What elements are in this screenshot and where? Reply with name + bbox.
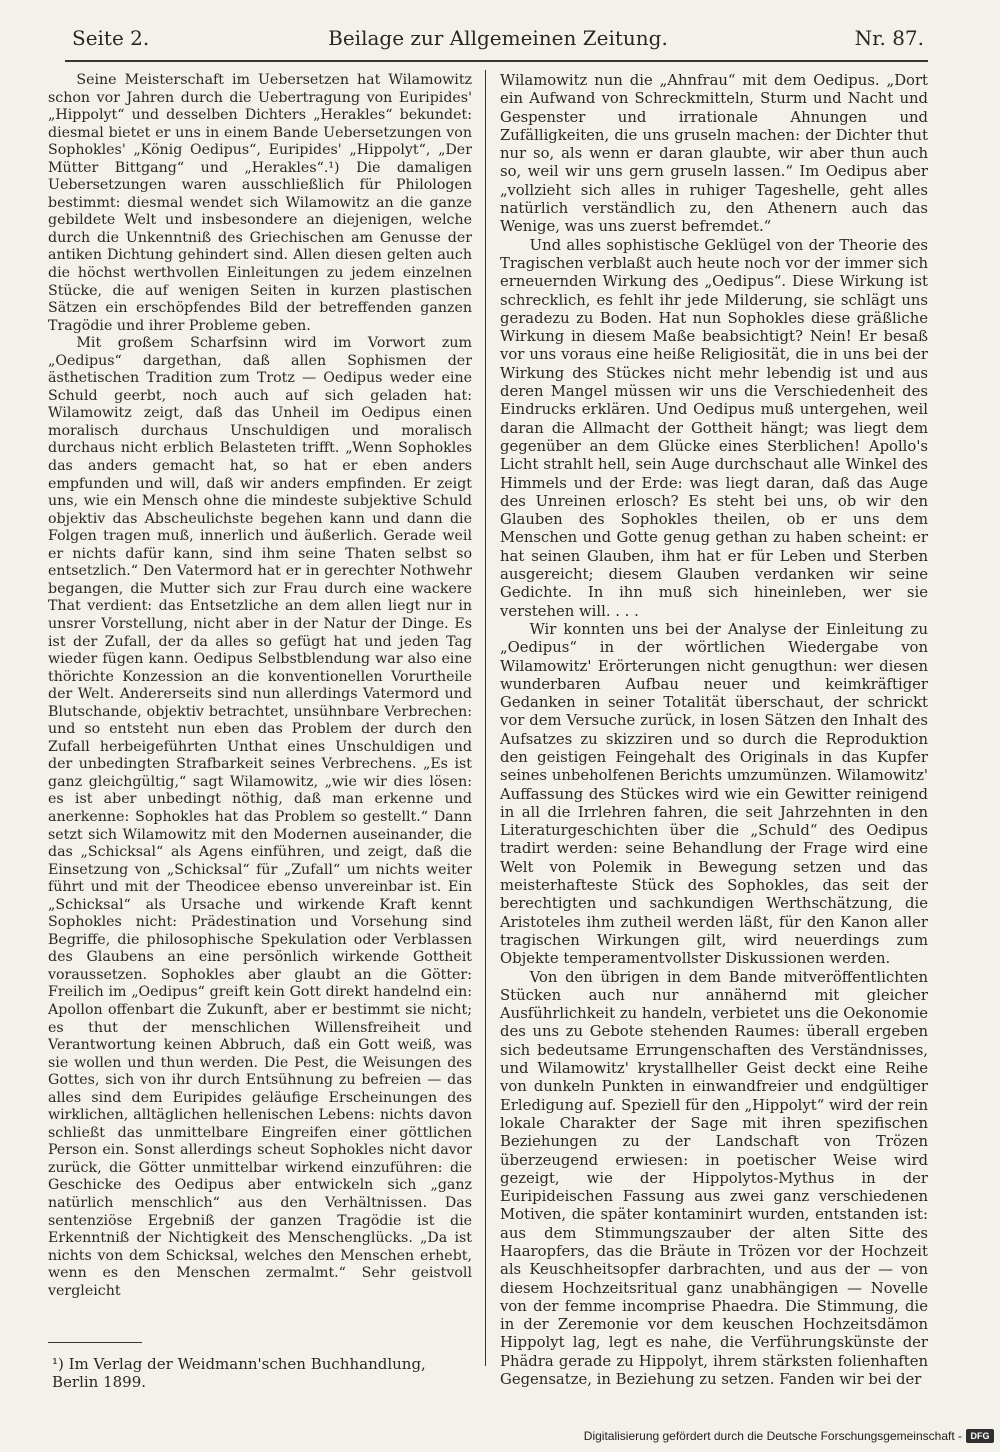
page-number: Seite 2. bbox=[72, 26, 150, 50]
issue-number: Nr. 87. bbox=[854, 26, 924, 50]
running-title: Beilage zur Allgemeinen Zeitung. bbox=[328, 26, 668, 50]
right-column bbox=[500, 72, 928, 1389]
footnote: ¹) Im Verlag der Weidmann'schen Buchhandlung, Berlin 1899. bbox=[52, 1355, 426, 1391]
right-paragraph-4: Von den übrigen in dem Bande mitveröffentlichten Stücken auch nur annähernd mit gleicher Ausführlichkeit zu handeln, verbietet uns die Oekonomie des uns zu Gebote stehenden Raumes: überall ergeben sich bedeutsame Errungenschaften des Verständnisses, und Wilamowitz' krystallheller Geist deckt eine Reihe von dunkeln Punkten in einwandfreier und endgültiger Erledigung auf. Speziell für den „Hippolyt“ wird der rein lokale Charakter der Sage mit ihren spezifischen Beziehungen zu der Landschaft von Trözen überzeugend erwiesen: in poetischer Weise wird gezeigt, wie der Hippolytos-Mythus in der Euripideischen Fassung aus zwei ganz verschiedenen Motiven, die später kontaminirt wurden, entstanden ist: aus dem Stimmungszauber der alten Sitte des Haaropfers, das die Bräute in Trözen vor der Hochzeit als Keuschheitsopfer darbrachten, und aus der — von diesem Hochzeitsritual ganz unabhängigen — Novelle von der femme incomprise Phaedra. Die Stimmung, die in der Zeremonie vor dem keuschen Hochzeitsdämon Hippolyt lag, legt es nahe, die Verführungskünste der Phädra gerade zu Hippolyt, ihrem stärksten folienhaften Gegensatze, in Beziehung zu setzen. Fanden wir bei der bbox=[500, 968, 928, 1389]
right-paragraph-3: Wir konnten uns bei der Analyse der Einleitung zu „Oedipus“ in der wörtlichen Wiedergabe von Wilamowitz' Erörterungen nicht genugthun: wer diesen wunderbaren Aufbau neuer und keimkräftiger Gedanken in seiner Totalität überschaut, der schrickt vor dem Versuche zurück, in losen Sätzen den Inhalt des Aufsatzes zu skizziren und so durch die Reproduktion den geistigen Feingehalt des Originals in das Kupfer seines unbeholfenen Berichts umzumünzen. Wilamowitz' Auffassung des Stückes wird wie ein Gewitter reinigend in all die Irrlehren fahren, die seit Jahrzehnten in den Literaturgeschichten über die „Schuld“ des Oedipus tradirt werden: seine Behandlung der Frage wird eine Welt von Polemik in Bewegung setzen und das meisterhafteste Stück des Sophokles, das seit der berechtigten und sachkundigen Werthschätzung, die Aristoteles ihm zutheil werden läßt, für den Kanon aller tragischen Wirkungen gilt, wird neuerdings zum Objekte temperamentvollster Diskussionen werden. bbox=[500, 620, 928, 968]
left-column bbox=[48, 72, 472, 1300]
left-paragraph-2: Mit großem Scharfsinn wird im Vorwort zum „Oedipus“ dargethan, daß allen Sophismen der ästhetischen Tradition zum Trotz — Oedipus weder eine Schuld geerbt, noch auch auf sich geladen hat: Wilamowitz zeigt, daß das Unheil im Oedipus einen moralisch durchaus Unschuldigen und moralisch durchaus nicht erblich Belasteten trifft. „Wenn Sophokles das anders gemacht hat, so hat er eben anders empfunden und will, daß wir anders empfinden. Er zeigt uns, wie ein Mensch ohne die mindeste subjektive Schuld objektiv das Abscheulichste begehen kann und dann die Folgen tragen muß, innerlich und äußerlich. Gerade weil er nichts dafür kann, sind ihm seine Thaten selbst so entsetzlich.“ Den Vatermord hat er in gerechter Nothwehr begangen, die Mutter sich zur Frau durch eine wackere That verdient: das Entsetzliche an dem allen liegt nur in unsrer Vorstellung, nicht aber in der Natur der Dinge. Es ist der Zufall, der da alles so gefügt hat und jeden Tag wieder fügen kann. Oedipus Selbstblendung war also eine thörichte Konzession an die konventionellen Vorurtheile der Welt. Andererseits sind nun allerdings Vatermord und Blutschande, objektiv betrachtet, unsühnbare Verbrechen: und so entsteht nun eben das Problem der durch den Zufall herbeigeführten Unthat eines Unschuldigen und der unbedingten Strafbarkeit seines Verbrechens. „Es ist ganz gleichgültig,“ sagt Wilamowitz, „wie wir dies lösen: es ist aber unbedingt nöthig, daß man erkenne und anerkenne: Sophokles hat das Problem so gestellt.“ Dann setzt sich Wilamowitz mit den Modernen auseinander, die das „Schicksal“ als Agens einführen, und zeigt, daß die Einsetzung von „Schicksal“ für „Zufall“ um nichts weiter führt und mit der Theodicee ebenso unvereinbar ist. Ein „Schicksal“ als Ursache und wirkende Kraft kennt Sophokles nicht: Prädestination und Vorsehung sind Begriffe, die philosophische Spekulation oder Verblassen des Glaubens an eine persönlich wirkende Gottheit voraussetzen. Sophokles aber glaubt an die Götter: Freilich im „Oedipus“ greift kein Gott direkt handelnd ein: Apollon offenbart die Zukunft, aber er bestimmt sie nicht; es thut der menschlichen Willensfreiheit und Verantwortung keinen Abbruch, daß ein Gott weiß, was sie wollen und thun werden. Die Pest, die Weisungen des Gottes, sich von ihr durch Entsühnung zu befreien — das alles sind dem Euripides geläufige Erscheinungen des wirklichen, alltäglichen hellenischen Lebens: nichts davon schließt das unmittelbare Eingreifen einer göttlichen Person ein. Sonst allerdings scheut Sophokles nicht davor zurück, die Götter unmittelbar wirkend einzuführen: die Geschicke des Oedipus aber entwickeln sich „ganz natürlich menschlich“ aus den Verhältnissen. Das sentenziöse Ergebniß der ganzen Tragödie ist die Erkenntniß der Nichtigkeit des Menschenglücks. „Da ist nichts von dem Schicksal, welches den Menschen erhebt, wenn es den Menschen zermalmt.“ Sehr geistvoll vergleicht bbox=[48, 335, 472, 1299]
footnote-rule bbox=[48, 1342, 142, 1343]
credit-text: Digitalisierung gefördert durch die Deutsche Forschungsgemeinschaft - bbox=[583, 1429, 962, 1443]
page-header bbox=[72, 26, 924, 58]
left-paragraph-1: Seine Meisterschaft im Uebersetzen hat Wilamowitz schon vor Jahren durch die Uebertragung von Euripides' „Hippolyt“ und desselben Dichters „Herakles“ bekundet: diesmal bietet er uns in einem Bande Uebersetzungen von Sophokles' „König Oedipus“, Euripides' „Hippolyt“, „Der Mütter Bittgang“ und „Herakles“.¹) Die damaligen Uebersetzungen waren ausschließlich für Philologen bestimmt: diesmal wendet sich Wilamowitz an die ganze gebildete Welt und insbesondere an diejenigen, welche durch die Unkenntniß des Griechischen am Genusse der antiken Dichtung gehindert sind. Allen diesen gelten auch die höchst werthvollen Einleitungen zu jedem einzelnen Stücke, die auf wenigen Seiten in kurzen plastischen Sätzen ein erschöpfendes Bild der betreffenden ganzen Tragödie und ihrer Probleme geben. bbox=[48, 72, 472, 334]
digitization-credit bbox=[584, 1426, 994, 1446]
right-paragraph-2: Und alles sophistische Geklügel von der Theorie des Tragischen verblaßt auch heute noch vor der immer sich erneuernden Wirkung des „Oedipus“. Diese Wirkung ist schrecklich, es fehlt ihr jede Milderung, sie schlägt uns geradezu zu Boden. Hat nun Sophokles diese gräßliche Wirkung in diesem Maße beabsichtigt? Nein! Er besaß vor uns voraus eine heiße Religiosität, die in uns bei der Wirkung des Stückes nicht mehr lebendig ist und aus deren Mangel müssen wir uns die Verschiedenheit des Eindrucks erklären. Und Oedipus muß untergehen, weil daran die Allmacht der Gottheit hängt; was liegt dem gegenüber an dem Glücke eines Sterblichen! Apollo's Licht strahlt hell, sein Auge durchschaut alle Winkel des Himmels und der Erde: was liegt daran, daß das Auge des Unreinen erlosch? Es steht bei uns, ob wir den Glauben des Sophokles theilen, ob er uns dem Menschen und Gotte genug gethan zu haben scheint: er hat seinen Glauben, ihm hat er für Leben und Sterben ausgereicht; diesem Glauben verdanken wir seine Gedichte. In ihn muß sich hineinleben, wer sie verstehen will. . . . bbox=[500, 236, 928, 620]
right-paragraph-1: Wilamowitz nun die „Ahnfrau“ mit dem Oedipus. „Dort ein Aufwand von Schreckmitteln, Sturm und Nacht und Gespenster und irrationale Ahnungen und Zufälligkeiten, die uns gruseln machen: der Dichter thut nur so, als wenn er daran glaubte, wir aber thun auch so, weil wir uns gern gruseln lassen.“ Im Oedipus aber „vollzieht sich alles in ruhiger Tageshelle, geht alles natürlich verständlich zu, den Athenern auch das Wenige, was uns zuerst befremdet.“ bbox=[500, 72, 928, 236]
column-divider bbox=[485, 70, 486, 1366]
dfg-logo-icon: DFG bbox=[966, 1429, 994, 1443]
header-rule bbox=[65, 60, 928, 62]
